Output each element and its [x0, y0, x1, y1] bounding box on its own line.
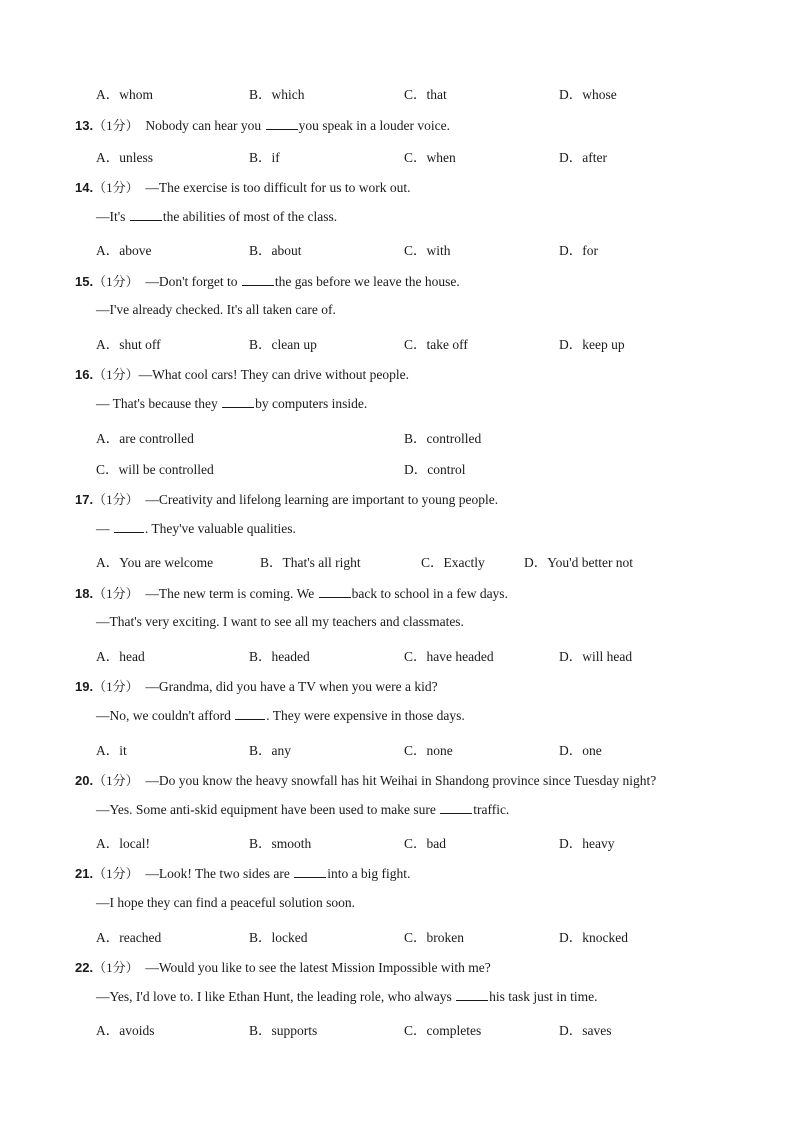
q15-line2: —I've already checked. It's all taken care of.	[96, 302, 336, 317]
q18-number: 18.	[75, 586, 94, 601]
q15-blank	[242, 273, 274, 286]
q18-option-d[interactable]: D．will head	[559, 649, 633, 664]
q14-blank	[130, 208, 162, 221]
q20-line2-after: traffic.	[473, 802, 510, 817]
q21-score: （1分）	[93, 866, 139, 881]
q15-option-c[interactable]: C．take off	[404, 337, 468, 352]
q15-option-a[interactable]: A．shut off	[96, 337, 161, 352]
q17-line1: —Creativity and lifelong learning are important to young people.	[145, 492, 499, 507]
q19-score: （1分）	[93, 679, 139, 694]
q17-options	[0, 551, 794, 571]
q20-line2	[96, 801, 509, 818]
q20-number: 20.	[75, 773, 94, 788]
q21-option-a[interactable]: A．reached	[96, 930, 162, 945]
q16-line2	[96, 395, 367, 412]
q14-option-c[interactable]: C．with	[404, 243, 451, 258]
q16-line2-after: by computers inside.	[255, 396, 368, 411]
q22-line2-before: —Yes, I'd love to. I like Ethan Hunt, the leading role, who always	[96, 989, 452, 1004]
q16-option-c[interactable]: C．will be controlled	[96, 462, 214, 477]
q14-option-b[interactable]: B．about	[249, 243, 302, 258]
q19-option-c[interactable]: C．none	[404, 743, 453, 758]
q22-option-b[interactable]: B．supports	[249, 1023, 318, 1038]
q20-option-d[interactable]: D．heavy	[559, 836, 615, 851]
q19-option-d[interactable]: D．one	[559, 743, 602, 758]
q15-option-d[interactable]: D．keep up	[559, 337, 625, 352]
q17-line2	[96, 520, 296, 537]
q17-number: 17.	[75, 492, 94, 507]
q20-line1: —Do you know the heavy snowfall has hit Weihai in Shandong province since Tuesday night?	[145, 773, 657, 788]
q20-option-c[interactable]: C．bad	[404, 836, 446, 851]
q14-line2-after: the abilities of most of the class.	[162, 209, 338, 224]
q13-text-before: Nobody can hear you	[145, 118, 262, 133]
q15-number: 15.	[75, 274, 94, 289]
q14-line2	[96, 208, 337, 225]
q19-number: 19.	[75, 679, 94, 694]
q13-option-c[interactable]: C．when	[404, 150, 456, 165]
q21-option-d[interactable]: D．knocked	[559, 930, 628, 945]
q18-score: （1分）	[93, 586, 139, 601]
q18-option-c[interactable]: C．have headed	[404, 649, 494, 664]
q18-line1-before: —The new term is coming. We	[145, 586, 315, 601]
q20-score: （1分）	[93, 773, 139, 788]
q19-line2	[96, 707, 465, 724]
q17-line2-after: . They've valuable qualities.	[144, 521, 296, 536]
q13-number: 13.	[75, 118, 94, 133]
q16-options-row1	[0, 427, 794, 447]
q19-option-a[interactable]: A．it	[96, 743, 127, 758]
q20-stem	[75, 770, 656, 789]
q20-option-b[interactable]: B．smooth	[249, 836, 312, 851]
q19-stem	[75, 676, 438, 695]
q14-line2-before: —It's	[96, 209, 126, 224]
q19-option-b[interactable]: B．any	[249, 743, 291, 758]
q20-options	[0, 832, 794, 852]
q18-options	[0, 645, 794, 665]
q12-option-c[interactable]: C．that	[404, 87, 447, 102]
q18-blank	[319, 585, 351, 598]
q12-option-a[interactable]: A．whom	[96, 87, 153, 102]
q15-line1-after: the gas before we leave the house.	[274, 274, 460, 289]
q21-option-c[interactable]: C．broken	[404, 930, 464, 945]
q15-options	[0, 333, 794, 353]
q16-options-row2	[0, 458, 794, 478]
q16-line1: —What cool cars! They can drive without people.	[138, 367, 410, 382]
q15-option-b[interactable]: B．clean up	[249, 337, 317, 352]
q20-line2-before: —Yes. Some anti-skid equipment have been used to make sure	[96, 802, 436, 817]
q18-line1-after: back to school in a few days.	[351, 586, 508, 601]
q13-score: （1分）	[93, 118, 139, 133]
q22-line2-after: his task just in time.	[489, 989, 598, 1004]
q13-blank	[266, 117, 298, 130]
q22-score: （1分）	[93, 960, 139, 975]
q14-score: （1分）	[93, 180, 139, 195]
q18-line2: —That's very exciting. I want to see all my teachers and classmates.	[96, 614, 464, 629]
q21-number: 21.	[75, 866, 94, 881]
q22-option-a[interactable]: A．avoids	[96, 1023, 155, 1038]
q16-line2-before: — That's because they	[96, 396, 218, 411]
q18-option-a[interactable]: A．head	[96, 649, 145, 664]
q21-line1-before: —Look! The two sides are	[145, 866, 290, 881]
q19-line2-after: . They were expensive in those days.	[266, 708, 465, 723]
q16-score: （1分）	[93, 367, 139, 382]
q22-option-c[interactable]: C．completes	[404, 1023, 482, 1038]
q20-option-a[interactable]: A．local!	[96, 836, 150, 851]
q22-line2	[96, 988, 598, 1005]
q19-options	[0, 739, 794, 759]
q13-option-b[interactable]: B．if	[249, 150, 280, 165]
q12-option-b[interactable]: B．which	[249, 87, 305, 102]
q16-number: 16.	[75, 367, 94, 382]
q22-number: 22.	[75, 960, 94, 975]
q18-stem	[75, 583, 508, 602]
q19-blank	[235, 707, 265, 720]
q15-line1-before: —Don't forget to	[145, 274, 238, 289]
q17-blank	[114, 520, 144, 533]
q16-stem	[75, 364, 409, 383]
q14-line1: —The exercise is too difficult for us to work out.	[145, 180, 411, 195]
q14-option-d[interactable]: D．for	[559, 243, 598, 258]
q22-stem	[75, 957, 491, 976]
q14-number: 14.	[75, 180, 94, 195]
q13-text-after: you speak in a louder voice.	[298, 118, 451, 133]
q21-options	[0, 926, 794, 946]
q15-score: （1分）	[93, 274, 139, 289]
q17-score: （1分）	[93, 492, 139, 507]
q16-option-a[interactable]: A．are controlled	[96, 431, 194, 446]
q13-stem	[75, 115, 450, 134]
q14-stem	[75, 177, 411, 196]
q19-line1: —Grandma, did you have a TV when you were a kid?	[145, 679, 438, 694]
q16-blank	[222, 395, 254, 408]
q22-line1: —Would you like to see the latest Mission Impossible with me?	[145, 960, 491, 975]
q21-blank	[294, 865, 326, 878]
q17-option-d[interactable]: D．You'd better not	[524, 555, 634, 570]
q12-option-d[interactable]: D．whose	[559, 87, 617, 102]
q16-option-d[interactable]: D．control	[404, 462, 466, 477]
q15-stem	[75, 271, 460, 290]
q17-option-b[interactable]: B．That's all right	[260, 555, 361, 570]
q21-stem	[75, 863, 410, 882]
q21-line1-after: into a big fight.	[327, 866, 411, 881]
q17-option-a[interactable]: A．You are welcome	[96, 555, 214, 570]
q22-blank	[456, 988, 488, 1001]
q20-blank	[440, 801, 472, 814]
q22-option-d[interactable]: D．saves	[559, 1023, 612, 1038]
q18-option-b[interactable]: B．headed	[249, 649, 310, 664]
q21-line2: —I hope they can find a peaceful solution soon.	[96, 895, 356, 910]
q17-line2-before: —	[96, 521, 110, 536]
q13-option-a[interactable]: A．unless	[96, 150, 153, 165]
q21-option-b[interactable]: B．locked	[249, 930, 308, 945]
q17-stem	[75, 489, 498, 508]
q17-option-c[interactable]: C．Exactly	[421, 555, 485, 570]
q13-option-d[interactable]: D．after	[559, 150, 607, 165]
q19-line2-before: —No, we couldn't afford	[96, 708, 231, 723]
q16-option-b[interactable]: B．controlled	[404, 431, 482, 446]
q22-options	[0, 1019, 794, 1039]
q13-options	[0, 146, 794, 166]
q14-option-a[interactable]: A．above	[96, 243, 152, 258]
q14-options	[0, 239, 794, 259]
q12-options	[0, 83, 794, 103]
